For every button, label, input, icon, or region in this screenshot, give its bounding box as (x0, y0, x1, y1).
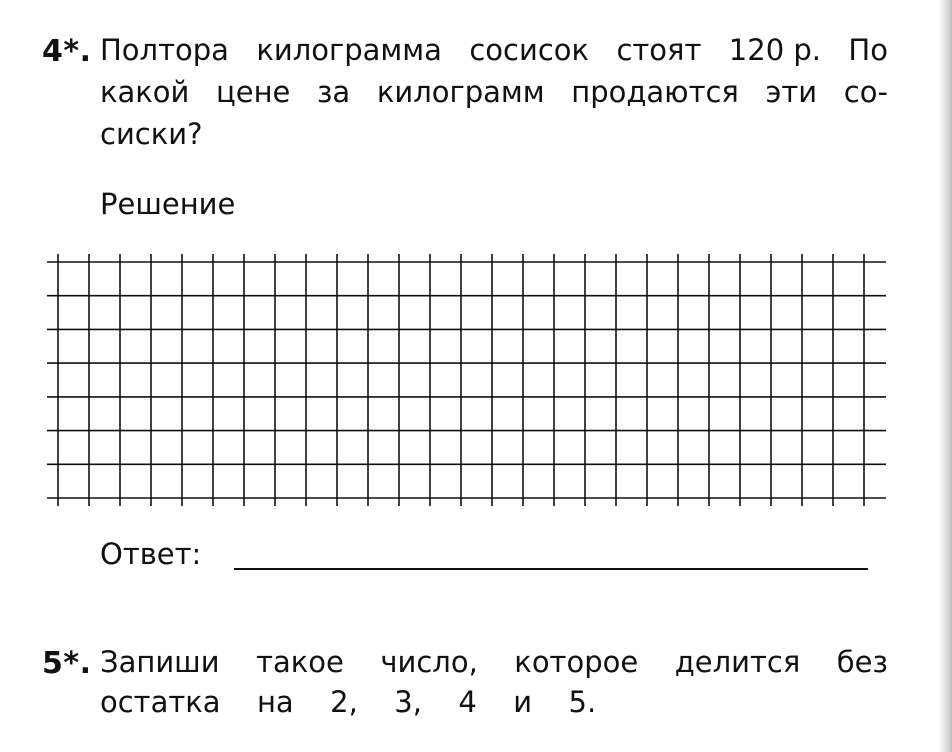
task-5-word: остатка (100, 685, 221, 719)
task-4-line-3: сиски? (100, 117, 203, 151)
task-4-word: цене (216, 75, 291, 109)
task-5-word: на (256, 685, 294, 719)
task-5-word: такое (256, 645, 344, 679)
task-4-word: килограмм (376, 75, 545, 109)
task-5-word: 5. (568, 685, 597, 719)
answer-label: Ответ: (100, 537, 202, 571)
task-5-number: 5*. (42, 646, 92, 681)
page-edge-shadow (938, 0, 952, 752)
task-5-word: и (513, 685, 533, 719)
task-5-word: 3, (394, 685, 422, 719)
task-4-word: 120 р. (728, 33, 821, 67)
task-4-word: эти (765, 75, 818, 109)
task-4-word: Полтора (100, 33, 229, 67)
task-4-word: за (317, 75, 351, 109)
task-4-word: со- (843, 75, 888, 109)
task-5-word: 2, (330, 685, 358, 719)
task-5-word: делится (674, 645, 801, 679)
task-4-word: продаются (571, 75, 739, 109)
task-5-word: 4 (458, 685, 477, 719)
task-5-word: которое (514, 645, 639, 679)
task-5-word: число, (380, 645, 478, 679)
task-4-word: какой (100, 75, 190, 109)
task-4-word: килограмма (256, 33, 442, 67)
answer-line[interactable] (234, 568, 868, 570)
task-5-word: Запиши (100, 645, 220, 679)
task-4-word: По (848, 33, 888, 67)
task-5-line-1 (100, 645, 888, 679)
task-4-number: 4*. (42, 34, 92, 69)
task-5-line-2 (100, 685, 597, 719)
task-4-word: стоят (616, 33, 702, 67)
task-5-word: без (836, 645, 888, 679)
solution-label: Решение (100, 187, 236, 221)
task-4-word: сосисок (469, 33, 590, 67)
